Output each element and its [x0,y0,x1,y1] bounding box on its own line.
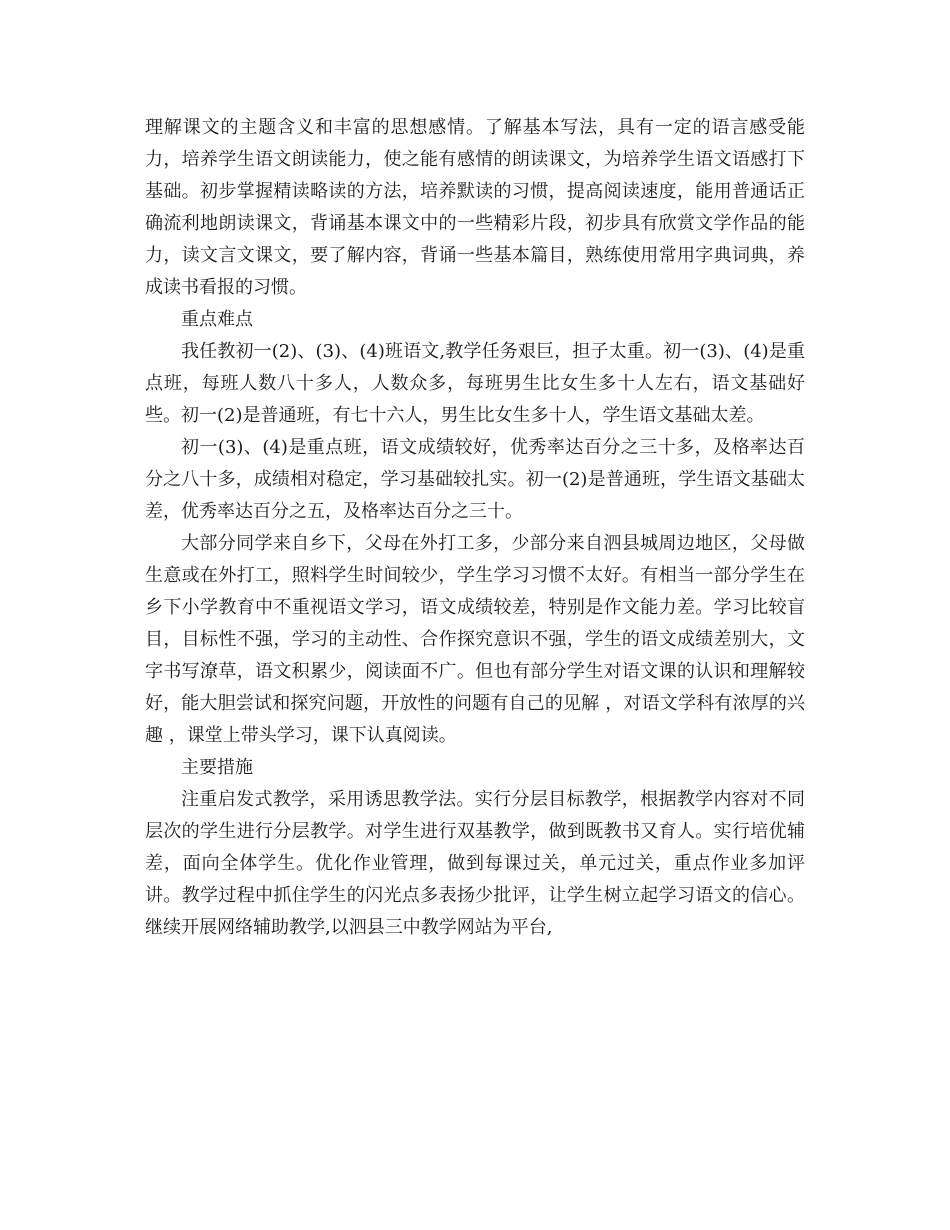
paragraph-class-performance: 初一(3)、(4)是重点班，语文成绩较好，优秀率达百分之三十多，及格率达百分之八十多，成绩相对稳定，学习基础较扎实。初一(2)是普通班，学生语文基础太差，优秀率达百分之五，及格率达百分之三十。 [145,437,805,522]
paragraph-class-assignment: 我任教初一(2)、(3)、(4)班语文,教学任务艰巨，担子太重。初一(3)、(4)是重点班，每班人数八十多人，人数众多，每班男生比女生多十人左右，语文基础好些。初一(2)是普通班，有七十六人，男生比女生多十人，学生语文基础太差。 [145,341,805,426]
section-heading-key-difficulties: 重点难点 [181,309,253,330]
paragraph-teaching-measures: 注重启发式教学，采用诱思教学法。实行分层目标教学，根据教学内容对不同层次的学生进行分层教学。对学生进行双基教学，做到既教书又育人。实行培优辅差，面向全体学生。优化作业管理，做到每课过关，单元过关，重点作业多加评讲。教学过程中抓住学生的闪光点多表扬少批评，让学生树立起学习语文的信心。继续开展网络辅助教学,以泗县三中教学网站为平台, [145,789,805,938]
intro-paragraph: 理解课文的主题含义和丰富的思想感情。了解基本写法，具有一定的语言感受能力，培养学生语文朗读能力，使之能有感情的朗读课文，为培养学生语文语感打下基础。初步掌握精读略读的方法，培养默读的习惯，提高阅读速度，能用普通话正确流利地朗读课文，背诵基本课文中的一些精彩片段，初步具有欣赏文学作品的能力，读文言文课文，要了解内容，背诵一些基本篇目，熟练使用常用字典词典，养成读书看报的习惯。 [145,117,805,298]
paragraph-student-background: 大部分同学来自乡下，父母在外打工多，少部分来自泗县城周边地区，父母做生意或在外打工，照料学生时间较少，学生学习习惯不太好。有相当一部分学生在乡下小学教育中不重视语文学习，语文成绩较差，特别是作文能力差。学习比较盲目，目标性不强，学习的主动性、合作探究意识不强，学生的语文成绩差别大，文字书写潦草，语文积累少，阅读面不广。但也有部分学生对语文课的认识和理解较好，能大胆尝试和探究问题，开放性的问题有自己的见解 ，对语文学科有浓厚的兴趣 ，课堂上带头学习，课下认真阅读。 [145,533,805,746]
document-page [145,112,805,944]
section-heading-main-measures: 主要措施 [181,757,253,778]
